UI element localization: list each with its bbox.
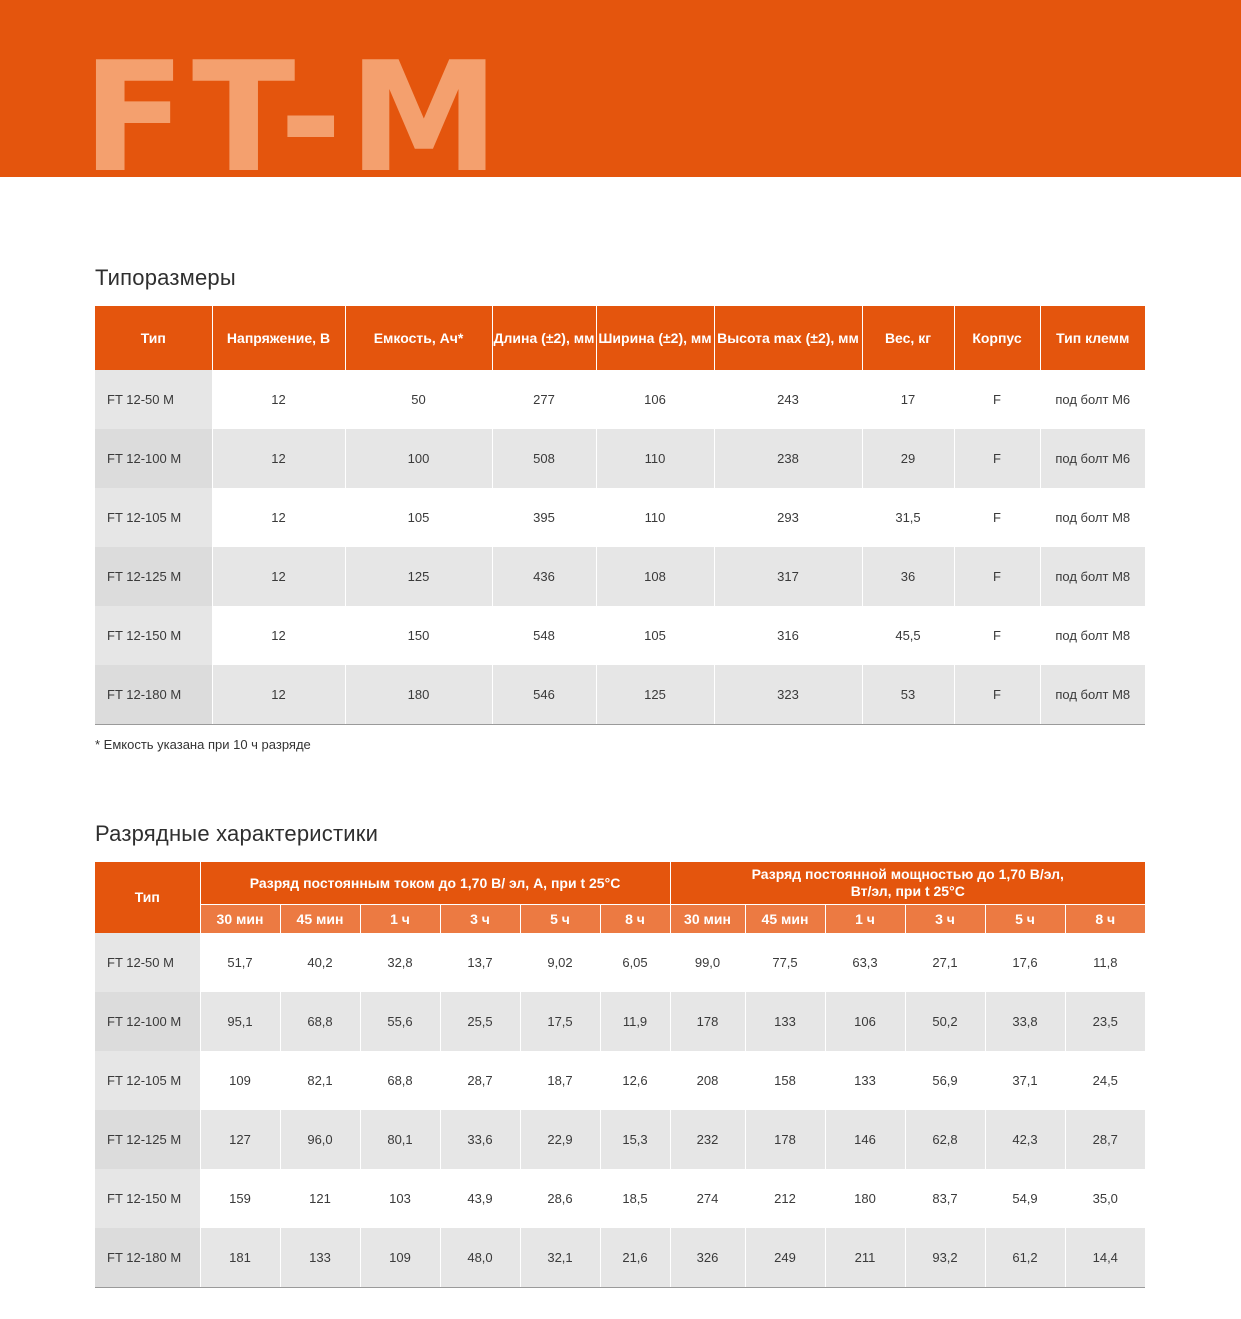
- table-cell: 54,9: [985, 1169, 1065, 1228]
- table-cell: 21,6: [600, 1228, 670, 1288]
- sizes-table: [95, 306, 1145, 725]
- column-header: Емкость, Ач*: [345, 306, 492, 370]
- table-cell: 106: [596, 370, 714, 429]
- table-cell: F: [954, 370, 1040, 429]
- table-cell: 24,5: [1065, 1051, 1145, 1110]
- table-cell: 150: [345, 606, 492, 665]
- table-cell: 27,1: [905, 933, 985, 992]
- row-type-cell: FT 12-180 M: [95, 665, 212, 725]
- table-cell: 56,9: [905, 1051, 985, 1110]
- table-cell: 15,3: [600, 1110, 670, 1169]
- column-header: Высота max (±2), мм: [714, 306, 862, 370]
- table-cell: 548: [492, 606, 596, 665]
- power-group-header: Разряд постоянной мощностью до 1,70 В/эл, Вт/эл, при t 25°C: [670, 862, 1145, 905]
- table-cell: 243: [714, 370, 862, 429]
- table-cell: 105: [596, 606, 714, 665]
- table-cell: 28,7: [440, 1051, 520, 1110]
- table-row: [95, 933, 1145, 992]
- table-cell: под болт M8: [1040, 488, 1145, 547]
- table-cell: 99,0: [670, 933, 745, 992]
- table-cell: 43,9: [440, 1169, 520, 1228]
- table-cell: 546: [492, 665, 596, 725]
- row-type-cell: FT 12-100 M: [95, 992, 200, 1051]
- period-header: 3 ч: [905, 905, 985, 934]
- table-cell: 22,9: [520, 1110, 600, 1169]
- table-cell: 37,1: [985, 1051, 1065, 1110]
- table-cell: 23,5: [1065, 992, 1145, 1051]
- table-cell: 48,0: [440, 1228, 520, 1288]
- table-cell: 96,0: [280, 1110, 360, 1169]
- table-cell: 11,9: [600, 992, 670, 1051]
- period-header: 5 ч: [985, 905, 1065, 934]
- table-cell: под болт M8: [1040, 547, 1145, 606]
- discharge-table: [95, 862, 1145, 1288]
- table-cell: 28,6: [520, 1169, 600, 1228]
- table-cell: 436: [492, 547, 596, 606]
- table-cell: 82,1: [280, 1051, 360, 1110]
- table-cell: 232: [670, 1110, 745, 1169]
- table-cell: 178: [670, 992, 745, 1051]
- table-cell: 121: [280, 1169, 360, 1228]
- table-cell: 11,8: [1065, 933, 1145, 992]
- table-cell: 133: [745, 992, 825, 1051]
- table-cell: 32,1: [520, 1228, 600, 1288]
- period-header: 8 ч: [600, 905, 670, 934]
- row-type-cell: FT 12-125 M: [95, 547, 212, 606]
- table-cell: под болт M8: [1040, 665, 1145, 725]
- column-header: Корпус: [954, 306, 1040, 370]
- column-header: Тип: [95, 306, 212, 370]
- period-header: 30 мин: [670, 905, 745, 934]
- table-cell: 51,7: [200, 933, 280, 992]
- table-cell: 326: [670, 1228, 745, 1288]
- type-header: Тип: [95, 862, 200, 933]
- table-row: [95, 606, 1145, 665]
- discharge-header-row: [95, 862, 1145, 905]
- table-cell: 125: [345, 547, 492, 606]
- period-header: 8 ч: [1065, 905, 1145, 934]
- column-header: Длина (±2), мм: [492, 306, 596, 370]
- table-cell: 109: [200, 1051, 280, 1110]
- table-cell: 274: [670, 1169, 745, 1228]
- column-header: Вес, кг: [862, 306, 954, 370]
- table-cell: 211: [825, 1228, 905, 1288]
- table-cell: 146: [825, 1110, 905, 1169]
- table-cell: F: [954, 547, 1040, 606]
- table-cell: 180: [825, 1169, 905, 1228]
- table-cell: 68,8: [280, 992, 360, 1051]
- table-cell: 178: [745, 1110, 825, 1169]
- table-cell: 12: [212, 606, 345, 665]
- table-cell: 50,2: [905, 992, 985, 1051]
- table-cell: 110: [596, 488, 714, 547]
- row-type-cell: FT 12-125 M: [95, 1110, 200, 1169]
- table-cell: 80,1: [360, 1110, 440, 1169]
- period-header: 1 ч: [825, 905, 905, 934]
- discharge-section-title: Разрядные характеристики: [95, 821, 379, 846]
- period-header: 45 мин: [280, 905, 360, 934]
- table-cell: 212: [745, 1169, 825, 1228]
- table-cell: 133: [825, 1051, 905, 1110]
- table-cell: 316: [714, 606, 862, 665]
- table-cell: 95,1: [200, 992, 280, 1051]
- table-cell: 12,6: [600, 1051, 670, 1110]
- period-header: 30 мин: [200, 905, 280, 934]
- table-cell: 17,5: [520, 992, 600, 1051]
- table-row: [95, 488, 1145, 547]
- table-row: [95, 1228, 1145, 1288]
- table-cell: 83,7: [905, 1169, 985, 1228]
- table-cell: 110: [596, 429, 714, 488]
- column-header: Ширина (±2), мм: [596, 306, 714, 370]
- table-cell: F: [954, 665, 1040, 725]
- column-header: Напряжение, В: [212, 306, 345, 370]
- row-type-cell: FT 12-50 M: [95, 933, 200, 992]
- table-cell: 61,2: [985, 1228, 1065, 1288]
- table-cell: 50: [345, 370, 492, 429]
- table-cell: 208: [670, 1051, 745, 1110]
- sizes-header-row: [95, 306, 1145, 370]
- table-cell: 12: [212, 429, 345, 488]
- capacity-footnote: * Емкость указана при 10 ч разряде: [95, 737, 311, 752]
- table-cell: 133: [280, 1228, 360, 1288]
- row-type-cell: FT 12-150 M: [95, 1169, 200, 1228]
- period-header-row: [95, 905, 1145, 934]
- row-type-cell: FT 12-50 M: [95, 370, 212, 429]
- table-cell: 12: [212, 547, 345, 606]
- table-cell: 32,8: [360, 933, 440, 992]
- table-cell: 159: [200, 1169, 280, 1228]
- table-cell: 109: [360, 1228, 440, 1288]
- table-row: [95, 1110, 1145, 1169]
- table-cell: 17: [862, 370, 954, 429]
- table-cell: 45,5: [862, 606, 954, 665]
- period-header: 1 ч: [360, 905, 440, 934]
- table-cell: 93,2: [905, 1228, 985, 1288]
- table-cell: 277: [492, 370, 596, 429]
- table-cell: 13,7: [440, 933, 520, 992]
- table-cell: 35,0: [1065, 1169, 1145, 1228]
- table-row: [95, 665, 1145, 725]
- table-cell: 77,5: [745, 933, 825, 992]
- table-cell: 108: [596, 547, 714, 606]
- table-cell: 36: [862, 547, 954, 606]
- table-cell: 33,8: [985, 992, 1065, 1051]
- table-cell: 18,5: [600, 1169, 670, 1228]
- table-cell: F: [954, 606, 1040, 665]
- table-cell: 29: [862, 429, 954, 488]
- product-title: FT-M: [82, 29, 506, 177]
- period-header: 45 мин: [745, 905, 825, 934]
- table-cell: 100: [345, 429, 492, 488]
- table-cell: 14,4: [1065, 1228, 1145, 1288]
- table-cell: 42,3: [985, 1110, 1065, 1169]
- sizes-section-title: Типоразмеры: [95, 265, 236, 290]
- row-type-cell: FT 12-100 M: [95, 429, 212, 488]
- table-cell: 158: [745, 1051, 825, 1110]
- table-cell: 181: [200, 1228, 280, 1288]
- table-cell: 317: [714, 547, 862, 606]
- column-header: Тип клемм: [1040, 306, 1145, 370]
- table-cell: 249: [745, 1228, 825, 1288]
- table-cell: под болт M6: [1040, 429, 1145, 488]
- table-cell: F: [954, 429, 1040, 488]
- table-cell: 125: [596, 665, 714, 725]
- table-row: [95, 547, 1145, 606]
- table-cell: 55,6: [360, 992, 440, 1051]
- table-cell: 28,7: [1065, 1110, 1145, 1169]
- table-cell: 508: [492, 429, 596, 488]
- row-type-cell: FT 12-105 M: [95, 1051, 200, 1110]
- table-cell: 238: [714, 429, 862, 488]
- table-cell: 12: [212, 370, 345, 429]
- table-cell: 40,2: [280, 933, 360, 992]
- header-banner: [0, 0, 1241, 177]
- table-cell: 25,5: [440, 992, 520, 1051]
- table-cell: 106: [825, 992, 905, 1051]
- table-cell: 12: [212, 488, 345, 547]
- table-cell: 323: [714, 665, 862, 725]
- table-cell: 31,5: [862, 488, 954, 547]
- table-row: [95, 429, 1145, 488]
- table-row: [95, 992, 1145, 1051]
- table-cell: 127: [200, 1110, 280, 1169]
- table-cell: 17,6: [985, 933, 1065, 992]
- table-cell: 9,02: [520, 933, 600, 992]
- table-cell: 293: [714, 488, 862, 547]
- current-group-header: Разряд постоянным током до 1,70 В/ эл, А, при t 25°C: [200, 862, 670, 905]
- table-cell: F: [954, 488, 1040, 547]
- table-row: [95, 370, 1145, 429]
- row-type-cell: FT 12-105 M: [95, 488, 212, 547]
- row-type-cell: FT 12-150 M: [95, 606, 212, 665]
- period-header: 5 ч: [520, 905, 600, 934]
- table-cell: под болт M6: [1040, 370, 1145, 429]
- table-cell: 103: [360, 1169, 440, 1228]
- table-cell: 53: [862, 665, 954, 725]
- table-cell: 12: [212, 665, 345, 725]
- table-cell: 18,7: [520, 1051, 600, 1110]
- row-type-cell: FT 12-180 M: [95, 1228, 200, 1288]
- table-cell: 33,6: [440, 1110, 520, 1169]
- table-cell: 105: [345, 488, 492, 547]
- period-header: 3 ч: [440, 905, 520, 934]
- table-row: [95, 1051, 1145, 1110]
- table-cell: 63,3: [825, 933, 905, 992]
- table-cell: 395: [492, 488, 596, 547]
- table-cell: 62,8: [905, 1110, 985, 1169]
- table-cell: 6,05: [600, 933, 670, 992]
- table-row: [95, 1169, 1145, 1228]
- table-cell: 180: [345, 665, 492, 725]
- table-cell: под болт M8: [1040, 606, 1145, 665]
- table-cell: 68,8: [360, 1051, 440, 1110]
